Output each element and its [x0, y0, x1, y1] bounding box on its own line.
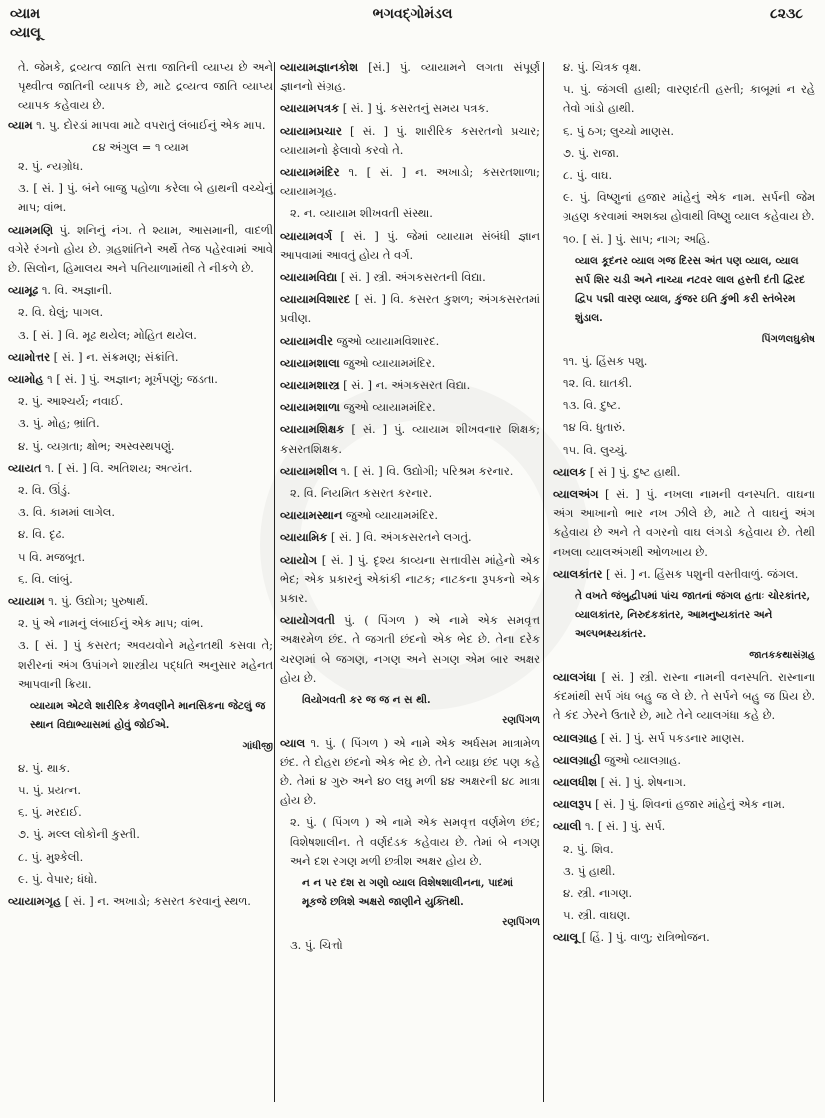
definition: ૧. [ સં. ] ન. અખાડો; કસરતશાળા; વ્યાયામગૃહ. [280, 165, 540, 199]
definition: [ સં. ] પું. વ્યાયામ શીખવનાર શિક્ષક; કસરતશિક્ષક. [280, 422, 540, 456]
dictionary-entry [280, 99, 540, 118]
dictionary-entry [553, 729, 815, 748]
sense: ૫ વિ. મજબૂત. [18, 549, 86, 564]
definition: ૧. પુ. દોરડાં માપવા માટે વપરાતું લંબાઈનું એક માપ. [32, 117, 266, 132]
definition: [ સં. ] પું. શેષનાગ. [596, 774, 687, 789]
headword: વ્યાલક [553, 464, 587, 479]
headword: વ્યામ [8, 117, 33, 132]
headword: વ્યાયામપ્રચાર [280, 123, 342, 138]
sense: ૫. પું. પ્રયત્ન. [18, 782, 81, 797]
dictionary-entry [280, 420, 540, 458]
dictionary-entry [553, 751, 815, 770]
definition: [ સં. ] પું. શિવનાં હજાર માંહેનું એક નામ. [591, 797, 786, 812]
citation-quote: વ્યાલ કૂદનર વ્યાલ ગજ દિરસ અંત પણ વ્યાલ, વ્યાલ સર્પ શિર ચડી અને નાચ્યા નટવર લાલ હસ્તી દંતી દ્વિરદ દ્વિપ પદ્મી વારણ વ્યાલ, કુંજર ઇતિ કુંભી કરી સ્તંબેરમ શુંડાલ. [575, 254, 805, 325]
dictionary-entry [8, 116, 273, 135]
sense: ૪. વિ. દૃઢ. [18, 527, 65, 542]
dictionary-entry [553, 485, 815, 562]
sense: ૪. પું. થાક. [18, 760, 71, 775]
citation-source: જાતકકથાસંગ્રહ [749, 649, 815, 661]
dictionary-entry [553, 668, 815, 726]
sense: ૪. પું. ચિત્રક વૃક્ષ. [563, 60, 642, 74]
sense: ૩. પું. મોહ; ભ્રાંતિ. [18, 416, 100, 431]
column-2 [280, 58, 540, 958]
formula-line: ૮૪ અંગુલ = ૧ વ્યામ [92, 139, 189, 154]
page-number: ૮૨૩૮ [770, 6, 803, 22]
citation-source: રણપિંગળ [502, 917, 540, 929]
sense: ૨. પું એ નામનું લંબાઈનું એક માપ; વાંભ. [18, 616, 204, 631]
headword: વ્યાયામવિદ્યા [280, 270, 338, 285]
definition: [ સં. ] પું. નખલા નામની વનસ્પતિ. વાઘના અંગ આખાનો ભાર નખ ઝીલે છે, માટે તે વાઘનું અંગ કહેવાય છે અને તે વગરનો વાઘ લંગડો કહેવાય છે. તેથી નખલા વ્યાલઅંગથી ઓળખાય છે. [553, 487, 815, 559]
headword: વ્યાલ [280, 735, 306, 750]
definition: [ સં. ] પું. સર્પ પકડનાર માણસ. [597, 730, 745, 745]
headword: વ્યાયામશિક્ષક [280, 422, 345, 437]
definition: ૧. [ સં. ] વિ. ઉદ્યોગી; પરિશ્રમ કરનાર. [337, 463, 514, 478]
headword: વ્યામોહ [8, 372, 44, 387]
definition: [ સં. ] ન. અખાડો; કસરત કરવાનું સ્થળ. [61, 893, 251, 908]
definition: ૧. [ સં. ] પું. સર્પ. [581, 819, 666, 834]
sense: ૮. પું. વાઘ. [563, 168, 613, 183]
dictionary-entry [8, 592, 273, 611]
dictionary-entry [553, 817, 815, 836]
definition: ૧ [ સં. ] પું. અજ્ઞાન; મૂર્ખપણું; જડતા. [43, 372, 218, 387]
sense: ૮. પું. મુશ્કેલી. [18, 849, 84, 864]
headword: વ્યાયામશાસ્ત્ર [280, 378, 340, 393]
headword: વ્યાયામ [8, 594, 45, 609]
sense: ૧૦. [ સં. ] પું. સાપ; નાગ; અહિ. [563, 231, 711, 246]
dictionary-entry [280, 462, 540, 481]
headword: વ્યામોત્તર [8, 349, 50, 364]
headword: વ્યાલગંધા [553, 669, 597, 684]
dictionary-entry [280, 376, 540, 395]
definition: [ સં. ] પું. કસરતનું સમય પત્રક. [339, 101, 490, 116]
dictionary-entry [280, 332, 540, 351]
headword: વ્યાયામશાલા [280, 355, 340, 370]
headword: વ્યાયામશાળા [280, 400, 340, 415]
definition: [ સં. ] પું. શારીરિક કસરતનો પ્રચાર; વ્યાયામનો ફેલાવો કરવો તે. [280, 123, 540, 157]
dictionary-entry [553, 565, 815, 584]
definition: [ સં. ] ન. હિંસક પશુની વસ્તીવાળું. જંગલ. [602, 566, 799, 581]
sense: ૬. પું. મરદાઈ. [18, 805, 82, 820]
headword: વ્યાયામિક [280, 530, 328, 545]
headword: વ્યાલગ્રાહ [553, 730, 598, 745]
column-1 [8, 58, 273, 914]
definition: જુઓ વ્યાયામવિશારદ. [332, 333, 440, 348]
sense: ૨. પું. ( પિંગળ ) એ નામે એક સમવૃત્ત વર્ણમેળ છંદ; વિશેષશાલીન. તે વર્ણદંડક કહેવાય છે. તેમાં બે નગણ અને દશ રગણ મળી છત્રીશ અક્ષર હોય છે. [290, 815, 540, 868]
sense: ૯. પું. વેપાર; ધંધો. [18, 871, 98, 886]
headword: વ્યામમણિ [8, 222, 54, 237]
guide-word-first: વ્યામ [10, 6, 41, 22]
dictionary-entry [8, 281, 273, 300]
headword: વ્યાયામમંદિર [280, 165, 340, 180]
sense: ૩. પું હાથી. [563, 863, 616, 878]
definition: [ સં. ] સ્ત્રી. રાસ્ના નામની વનસ્પતિ. રાસ્નાના કંદમાંથી સર્પ ગંધ બહુ જ લે છે. તે સર્પને બહુ જ પ્રિય છે. તે કંદ ઝેરને ઉતારે છે, માટે તેને વ્યાલગંધા કહે છે. [553, 669, 815, 723]
dictionary-entry [553, 928, 815, 947]
dictionary-entry [280, 290, 540, 328]
sense: ૩. [ સં. ] પું કસરત; અવયવોને મહેનતથી કસવા તે; શરીરનાં અંગ ઉપાંગને શાસ્ત્રીય પદ્ધતિ અનુસાર મહેનત આપવાની ક્રિયા. [18, 638, 273, 691]
definition: [ સં. ] પું. જેમાં વ્યાયામ સંબંધી જ્ઞાન આપવામાં આવતું હોય તે વર્ગ. [280, 228, 540, 262]
definition: [સં.] પું. વ્યાયામને લગતા સંપૂર્ણ જ્ઞાનનો સંગ્રહ. [280, 60, 540, 94]
definition: [ સં. ] સ્ત્રી. અંગકસરતની વિદ્યા. [337, 270, 486, 285]
definition: ૧. [ સં. ] વિ. અતિશય; અત્યંત. [41, 460, 193, 475]
headword: વ્યાયામવિશારદ [280, 292, 351, 307]
headword: વ્યાલધીશ [553, 774, 597, 789]
sense: ૨. પું. શિવ. [563, 841, 614, 856]
definition: જુઓ વ્યાયામમંદિર. [339, 400, 436, 415]
headword: વ્યાયામજ્ઞાનકોશ [280, 60, 359, 74]
headword: વ્યાયામપત્રક [280, 101, 340, 116]
citation-source: રણપિંગળ [502, 715, 540, 727]
definition: [ સં. ] ન. અંગકસરત વિદ્યા. [339, 378, 471, 393]
sense: ૧૫. વિ. લુચ્ચું. [563, 442, 628, 457]
sense: ૧૩. વિ. દુષ્ટ. [563, 398, 621, 413]
sense: ૨. વિ. ઊંડું. [18, 483, 71, 498]
sense: ૯. પું. વિષ્ણુનાં હજાર માંહેનું એક નામ. સર્પની જેમ ગ્રહણ કરવામાં અશક્ય હોવાથી વિષ્ણુ વ્યાલ કહેવાય છે. [563, 190, 815, 224]
sense: ૨. પું. ન્યગ્રોધ. [18, 159, 84, 174]
dictionary-entry [8, 459, 273, 478]
sense: ૨. ન. વ્યાયામ શીખવતી સંસ્થા. [290, 206, 433, 221]
sense: ૨. પું. આશ્ચર્ય; નવાઈ. [18, 394, 124, 409]
definition: જુઓ વ્યાલગ્રાહ. [600, 752, 682, 767]
sense: ૧૧. પું. હિંસક પશુ. [563, 353, 648, 368]
headword: વ્યાયામવીર [280, 333, 333, 348]
sense: ૧૨. વિ. ઘાતકી. [563, 376, 633, 391]
headword: વ્યાલકાંતર [553, 566, 603, 581]
sense: ૬. વિ. લાંબું. [18, 571, 73, 586]
definition: ૧. પું. ઉદ્યોગ; પુરુષાર્થ. [44, 594, 149, 609]
definition: ૧. વિ. અજ્ઞાની. [38, 283, 113, 298]
headword: વ્યાયત [8, 460, 42, 475]
definition: ૧. પું. ( પિંગળ ) એ નામે એક અર્ધસમ માત્રામેળ છંદ. તે દોહરા છંદનો એક ભેદ છે. તેને વ્યાઘ્ર છંદ પણ કહે છે. તેમાં ૪ ગુરુ અને ૪૦ લઘુ મળી ૪૪ અક્ષરની ૪૮ માત્રા હોય છે. [280, 735, 540, 808]
sense: ૪. સ્ત્રી. નાગણ. [563, 885, 633, 900]
sense: ૭. પું. મલ્લ લોકોની કુસ્તી. [18, 827, 140, 842]
definition: પું. ( પિંગળ ) એ નામે એક સમવૃત્ત અક્ષરમેળ છંદ. તે જગતી છંદનો એક ભેદ છે. તેના દરેક ચરણમાં બે જગણ, નગણ અને સગણ એમ બાર અક્ષર હોય છે. [280, 613, 540, 685]
sense: ૧૪ વિ. ધુતારું. [563, 420, 626, 435]
dictionary-entry [280, 268, 540, 287]
dictionary-entry [8, 348, 273, 367]
citation-quote: વ્યાયામ એટલે શારીરિક કેળવણીને માનસિકના જેટલું જ સ્થાન વિદ્યાભ્યાસમાં હોવું જોઈએ. [30, 700, 266, 732]
dictionary-entry [280, 611, 540, 688]
headword: વ્યાયોગ [280, 552, 317, 567]
sense: ૭. પું. રાજા. [563, 145, 620, 160]
dictionary-entry [8, 892, 273, 911]
book-title: ભગવદ્ગોમંડલ [372, 6, 453, 22]
headword: વ્યાલઅંગ [553, 487, 599, 502]
column-divider [543, 62, 544, 1102]
citation-source: ગાંધીજી [242, 740, 273, 752]
sense: ૩. પું. ચિત્તો [290, 937, 343, 952]
dictionary-entry [280, 551, 540, 609]
citation-quote: તે વખતે જંબુદ્વીપમાં પાંચ જાતનાં જંગલ હતાઃ ચોરકાંતર, વ્યાલકાંતર, નિરુદકકાંતર, આમનુષ્યકાંતર અને અલ્પભક્ષ્યકાંતર. [575, 590, 811, 641]
definition: [ સં. ] વિ. કસરત કુશળ; અંગકસરતમાં પ્રવીણ. [280, 292, 540, 326]
headword: વ્યાલરૂપ [553, 797, 592, 812]
citation-source: પિંગળલઘુકોષ [761, 333, 815, 345]
dictionary-entry [553, 795, 815, 814]
dictionary-entry [280, 163, 540, 201]
dictionary-entry [280, 506, 540, 525]
headword: વ્યામૂઢ [8, 283, 39, 298]
sense: ૬. પું ઠગ; લુચ્ચો માણસ. [563, 123, 674, 138]
headword: વ્યાલી [553, 819, 582, 834]
sense: ૩. [ સં. ] વિ. મૂઢ થયેલ; મોહિત થયેલ. [18, 327, 197, 342]
dictionary-entry [8, 221, 273, 279]
dictionary-entry [280, 398, 540, 417]
dictionary-entry [553, 463, 815, 482]
definition: જુઓ વ્યાયામમંદિર. [339, 355, 436, 370]
sense: ૩. [ સં. ] પું. બંને બાજુ પહોળા કરેલા બે હાથની વચ્ચેનું માપ; વાંભ. [18, 181, 273, 215]
column-divider [274, 62, 275, 1102]
page-header [0, 0, 825, 50]
dictionary-entry [280, 354, 540, 373]
definition: પું. શનિનું નંગ. તે શ્યામ, આસમાની, વાદળી વગેરે રંગનો હોય છે. ગ્રહશાંતિને અર્થે તેજ પહેરવામાં આવે છે. સિલોન, હિમાલય અને પતિયાળામાંથી તે નીકળે છે. [8, 222, 273, 276]
continued-text: તે. જેમકે, દ્રવ્યત્વ જાતિ સત્તા જાતિની વ્યાપ્ય છે અને પૃથ્વીત્વ જાતિની વ્યાપક છે, માટે દ્રવ્યત્વ જાતિ વ્યાપ્ય વ્યાપક કહેવાય છે. [18, 60, 273, 113]
definition: [ સં. ] વિ. અંગકસરતને લગતું. [327, 530, 472, 545]
headword: વ્યાયામશીલ [280, 463, 338, 478]
definition: જુઓ વ્યાયામમંદિર. [342, 508, 438, 523]
sense: ૫. સ્ત્રી. વાઘણ. [563, 908, 631, 923]
headword: વ્યાયોગવતી [280, 613, 335, 628]
dictionary-entry [280, 528, 540, 547]
dictionary-entry [280, 58, 540, 96]
column-3 [553, 58, 815, 951]
dictionary-entry [553, 773, 815, 792]
headword: વ્યાયામવર્ગ [280, 228, 333, 243]
headword: વ્યાયામગૃહ [8, 893, 62, 908]
headword: વ્યાયામસ્થાન [280, 508, 343, 523]
definition: [ સં. ] ન. સંક્રમણ; સંક્રાંતિ. [49, 349, 179, 364]
dictionary-entry [8, 370, 273, 389]
sense: ૨. વિ. નિયમિત કસરત કરનાર. [290, 486, 433, 501]
definition: [ સં ] પું. દુષ્ટ હાથી. [586, 464, 681, 479]
dictionary-entry [280, 227, 540, 265]
sense: ૩. વિ. કામમાં લાગેલ. [18, 505, 116, 520]
sense: ૪. પું. વ્યગ્રતા; ક્ષોભ; અસ્વસ્થપણું. [18, 438, 175, 453]
dictionary-entry [280, 122, 540, 160]
sense: ૨. વિ. ઘેલું; પાગલ. [18, 305, 104, 320]
citation-quote: ન ન પર દશ રા ગણો વ્યાલ વિશેષશાલીનના, પાદમાં મૂકજે છત્રિશે અક્ષરો જાણીને યુક્તિથી. [302, 876, 514, 909]
headword: વ્યાલૂ [553, 930, 579, 945]
definition: [ સં. ] પું. દૃશ્ય કાવ્યના સત્તાવીસ માંહેનો એક ભેદ; એક પ્રકારનું એકાંકી નાટક; નાટકના રૂપકનો એક પ્રકાર. [280, 552, 540, 606]
dictionary-entry [280, 734, 540, 811]
sense: ૫. પું. જંગલી હાથી; વારણદંતી હસ્તી; કાબૂમાં ન રહે તેવો ગાંડો હાથી. [563, 82, 815, 116]
citation-quote: વિયોગવતી કર જ જ ન સ થી. [302, 694, 431, 707]
definition: [ હિં. ] પું. વાળુ; રાત્રિભોજન. [578, 930, 710, 945]
headword: વ્યાલગ્રાહી [553, 752, 601, 767]
guide-word-last: વ્યાલૂ [10, 25, 41, 41]
